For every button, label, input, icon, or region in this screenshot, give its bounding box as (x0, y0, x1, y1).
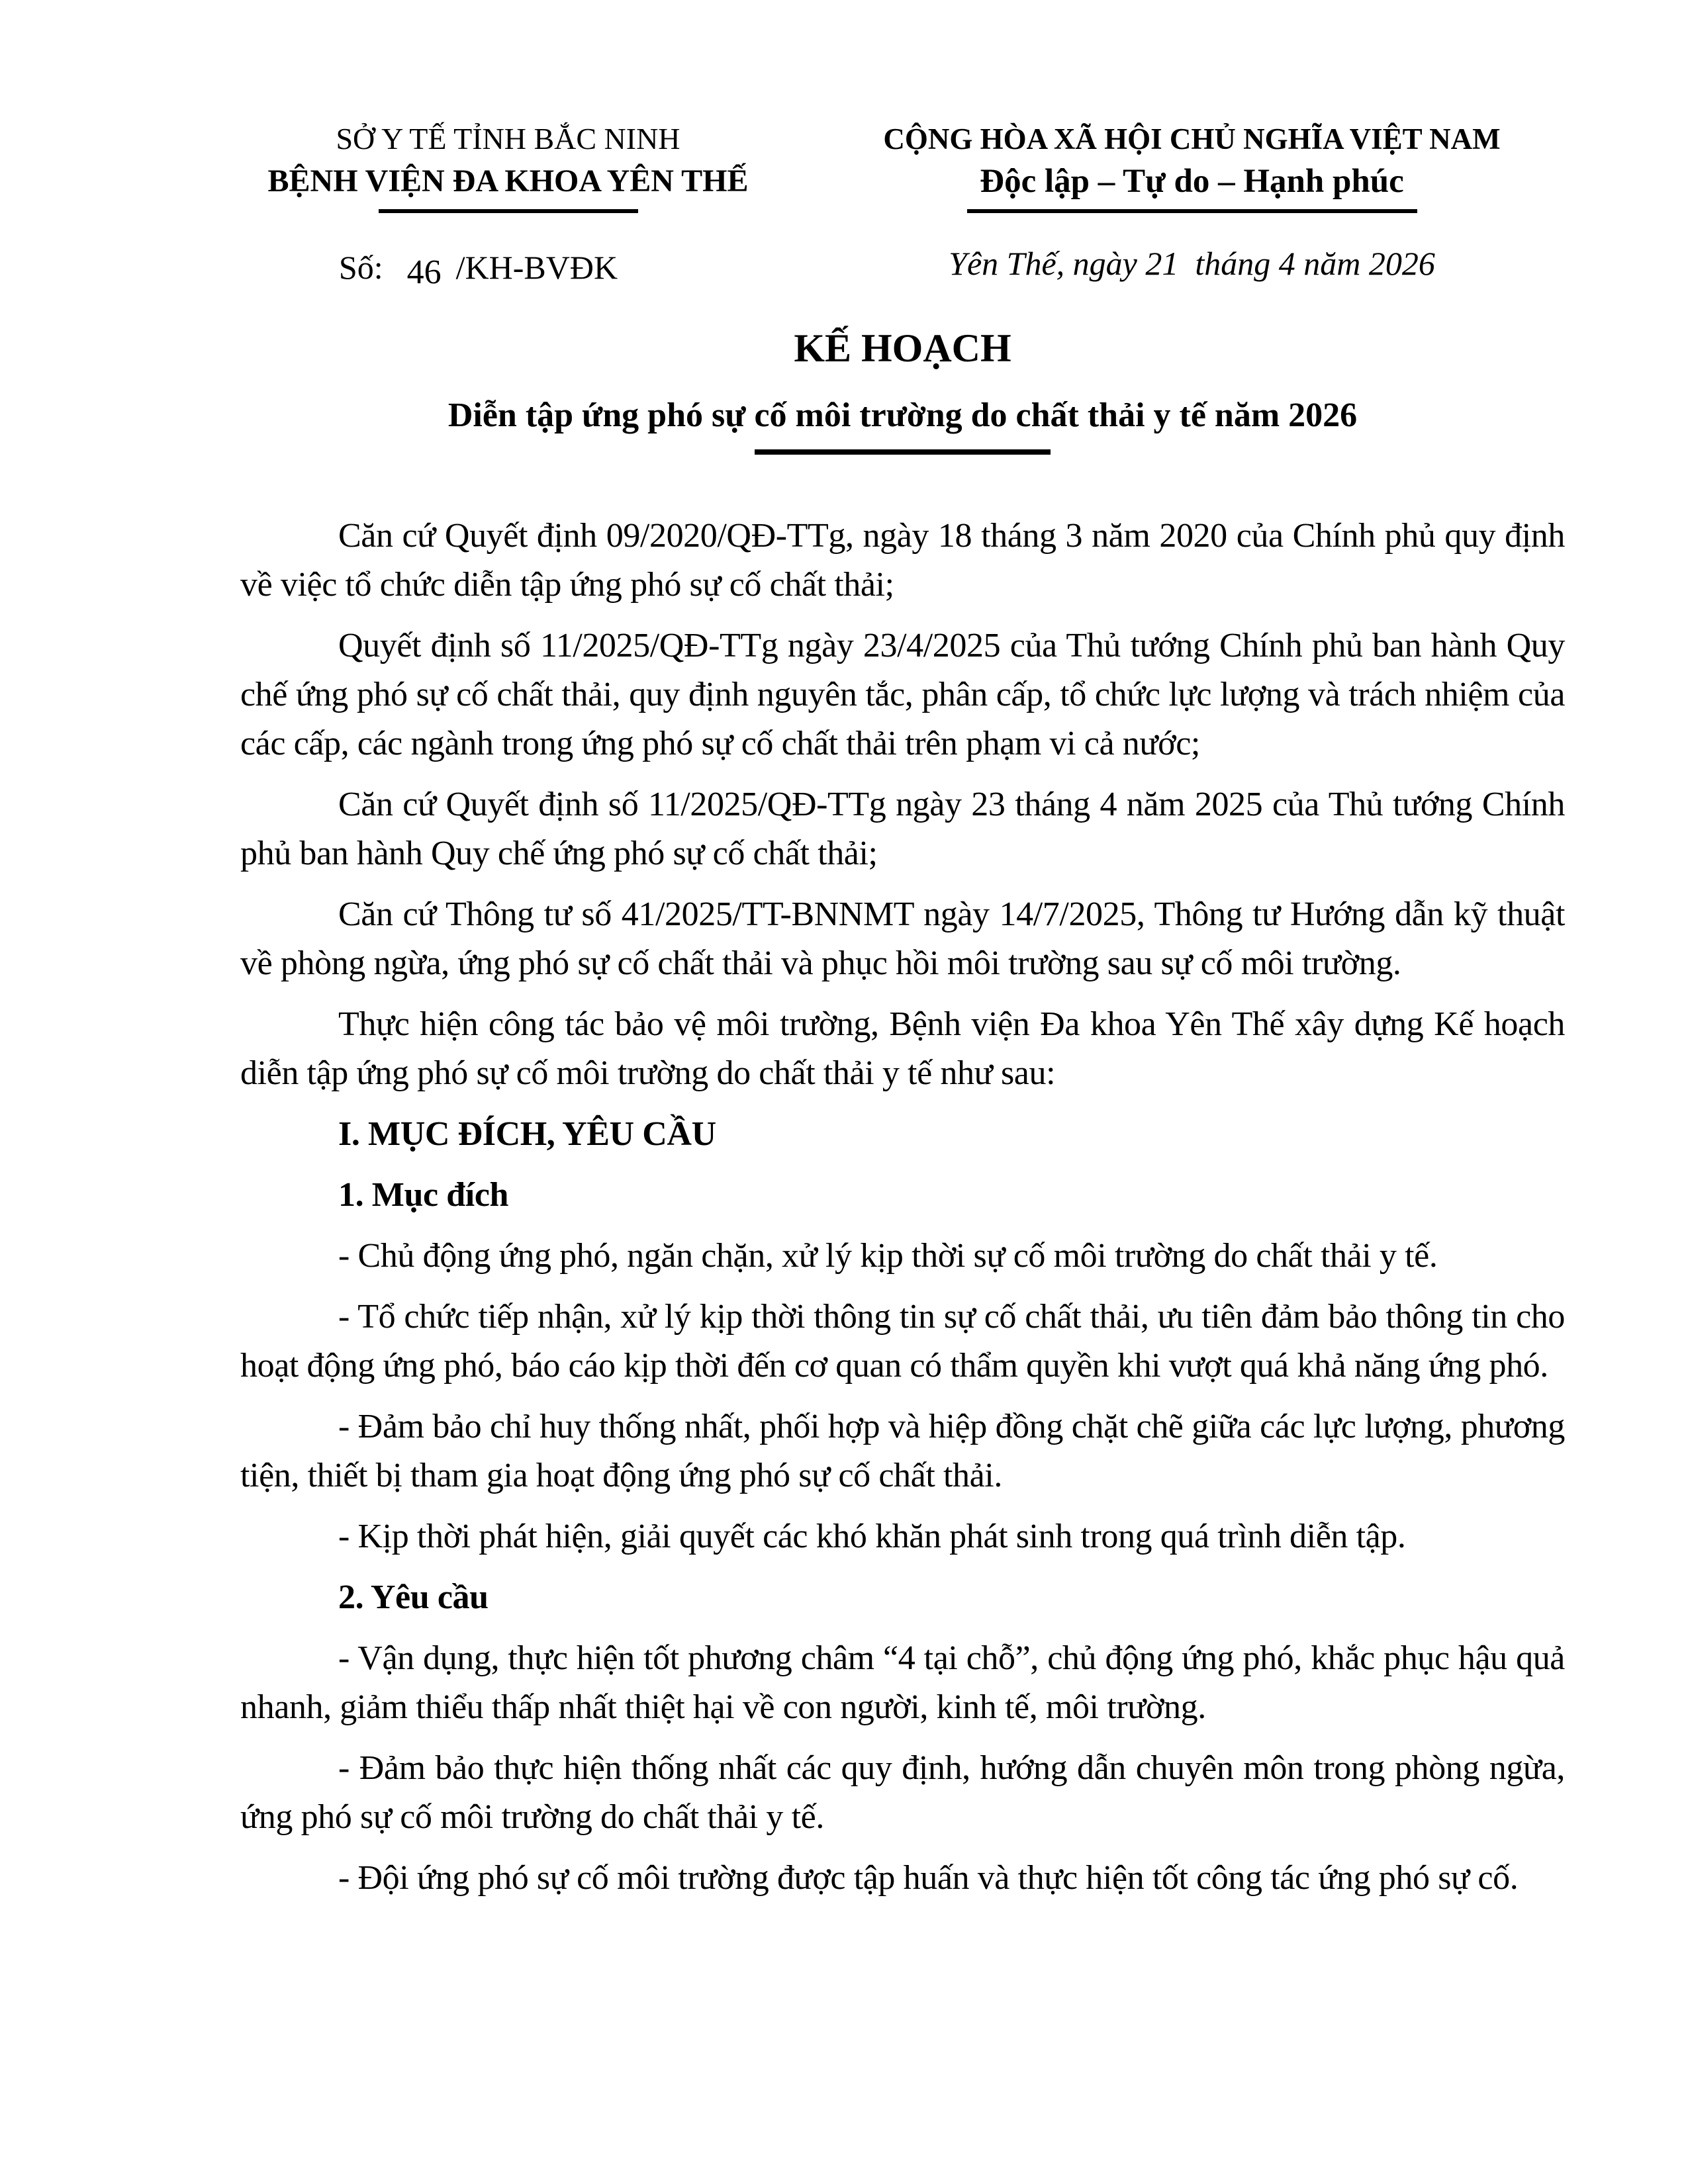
national-motto: Độc lập – Tự do – Hạnh phúc (980, 163, 1404, 200)
place-date-line: Yên Thế, ngày 21 tháng 4 năm 2026 (949, 245, 1435, 282)
org-name: BỆNH VIỆN ĐA KHOA YÊN THẾ (267, 163, 749, 199)
document-subtitle: Diễn tập ứng phó sự cố môi trường do chất thải y tế năm 2026 (447, 396, 1358, 434)
section-heading: I. MỤC ĐÍCH, YÊU CẦU (338, 1115, 716, 1153)
section-heading: 2. Yêu cầu (338, 1578, 489, 1616)
section-heading: 1. Mục đích (338, 1176, 509, 1214)
paragraph: - Đảm bảo thực hiện thống nhất các quy định, hướng dẫn chuyên môn trong phòng ngừa, ứng phó sự cố môi trường do chất thải y tế. (240, 1749, 1565, 1836)
motto-underline (967, 209, 1417, 213)
org-parent-name: SỞ Y TẾ TỈNH BẮC NINH (336, 122, 680, 156)
paragraph: - Đội ứng phó sự cố môi trường được tập huấn và thực hiện tốt công tác ứng phó sự cố. (338, 1859, 1519, 1897)
title-underline (755, 449, 1051, 455)
paragraph: - Tổ chức tiếp nhận, xử lý kịp thời thông tin sự cố chất thải, ưu tiên đảm bảo thông tin cho hoạt động ứng phó, báo cáo kịp thời đến cơ quan có thẩm quyền khi vượt quá khả năng ứng phó. (240, 1298, 1565, 1385)
document-header (0, 0, 1688, 291)
doc-number-suffix: /KH-BVĐK (455, 249, 618, 286)
org-underline (379, 209, 638, 213)
doc-number-value: 46 (406, 253, 442, 291)
document-content (240, 324, 1565, 1903)
national-motto-block (839, 118, 1544, 283)
paragraph: Căn cứ Quyết định số 11/2025/QĐ-TTg ngày 23 tháng 4 năm 2025 của Thủ tướng Chính phủ ban hành Quy chế ứng phó sự cố chất thải; (240, 786, 1565, 872)
paragraph: - Đảm bảo chỉ huy thống nhất, phối hợp và hiệp đồng chặt chẽ giữa các lực lượng, phương tiện, thiết bị tham gia hoạt động ứng phó sự cố chất thải. (240, 1408, 1565, 1494)
paragraph: - Chủ động ứng phó, ngăn chặn, xử lý kịp thời sự cố môi trường do chất thải y tế. (338, 1237, 1438, 1275)
document-title: KẾ HOẠCH (794, 326, 1011, 370)
document-body (240, 512, 1565, 1903)
paragraph: Căn cứ Quyết định 09/2020/QĐ-TTg, ngày 18 tháng 3 năm 2020 của Chính phủ quy định về việc tổ chức diễn tập ứng phó sự cố chất thải; (240, 517, 1565, 604)
issuing-org-block (209, 118, 808, 291)
paragraph: Thực hiện công tác bảo vệ môi trường, Bệnh viện Đa khoa Yên Thế xây dựng Kế hoạch diễn tập ứng phó sự cố môi trường do chất thải y tế như sau: (240, 1005, 1565, 1092)
doc-number-label: Số: (338, 249, 383, 286)
paragraph: - Kịp thời phát hiện, giải quyết các khó khăn phát sinh trong quá trình diễn tập. (338, 1518, 1406, 1555)
paragraph: Quyết định số 11/2025/QĐ-TTg ngày 23/4/2025 của Thủ tướng Chính phủ ban hành Quy chế ứng phó sự cố chất thải, quy định nguyên tắc, phân cấp, tổ chức lực lượng và trách nhiệm của các cấp, các ngành trong ứng phó sự cố chất thải trên phạm vi cả nước; (240, 627, 1565, 762)
national-title: CỘNG HÒA XÃ HỘI CHỦ NGHĨA VIỆT NAM (883, 122, 1501, 156)
paragraph: Căn cứ Thông tư số 41/2025/TT-BNNMT ngày 14/7/2025, Thông tư Hướng dẫn kỹ thuật về phòng ngừa, ứng phó sự cố chất thải và phục hồi môi trường sau sự cố môi trường. (240, 895, 1565, 982)
paragraph: - Vận dụng, thực hiện tốt phương châm “4 tại chỗ”, chủ động ứng phó, khắc phục hậu quả nhanh, giảm thiểu thấp nhất thiệt hại về con người, kinh tế, môi trường. (240, 1639, 1565, 1726)
doc-number-line (209, 248, 748, 291)
